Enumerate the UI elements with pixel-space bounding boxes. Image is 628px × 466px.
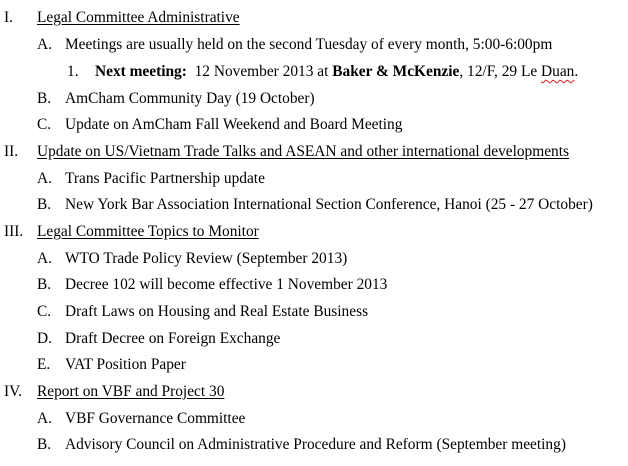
section-title: Legal Committee Topics to Monitor xyxy=(37,223,259,240)
next-meeting-colon: : xyxy=(181,63,187,80)
item-text: VAT Position Paper xyxy=(65,356,186,373)
item-letter: C. xyxy=(37,303,52,320)
section-numeral: IV. xyxy=(4,383,23,400)
next-meeting-address: , 12/F, 29 Le xyxy=(459,63,542,80)
item-letter: E. xyxy=(37,356,51,373)
item-text: AmCham Community Day (19 October) xyxy=(65,90,315,107)
item-letter: C. xyxy=(37,116,52,133)
item-letter: B. xyxy=(37,436,52,453)
next-meeting-label: Next meeting xyxy=(95,63,182,80)
section-title: Update on US/Vietnam Trade Talks and ASEAN and other international developments xyxy=(37,143,570,160)
section-title: Report on VBF and Project 30 xyxy=(37,383,225,400)
item-text: Trans Pacific Partnership update xyxy=(65,170,265,187)
section-numeral: II. xyxy=(4,143,19,160)
section-numeral: I. xyxy=(4,9,13,26)
next-meeting-street: Duan xyxy=(541,63,575,80)
item-letter: A. xyxy=(37,170,52,187)
item-letter: A. xyxy=(37,250,52,267)
item-text: Advisory Council on Administrative Procedure and Reform (September meeting) xyxy=(65,436,566,453)
item-text: Draft Laws on Housing and Real Estate Business xyxy=(65,303,369,320)
item-letter: D. xyxy=(37,330,52,347)
sub-item-text xyxy=(95,59,578,86)
item-letter: B. xyxy=(37,276,52,293)
section-numeral: III. xyxy=(4,223,24,240)
item-letter: A. xyxy=(37,410,52,427)
section-title: Legal Committee Administrative xyxy=(37,9,240,26)
item-text: Meetings are usually held on the second Tuesday of every month, 5:00-6:00pm xyxy=(65,36,553,53)
next-meeting-venue: Baker & McKenzie xyxy=(332,63,460,80)
item-letter: A. xyxy=(37,36,52,53)
item-letter: B. xyxy=(37,90,52,107)
next-meeting-address-end: . xyxy=(574,63,579,80)
item-text: Update on AmCham Fall Weekend and Board Meeting xyxy=(65,116,403,133)
item-text: Decree 102 will become effective 1 November 2013 xyxy=(65,276,388,293)
item-text: Draft Decree on Foreign Exchange xyxy=(65,330,281,347)
item-text: WTO Trade Policy Review (September 2013) xyxy=(65,250,348,267)
sub-item-number: 1. xyxy=(67,63,79,80)
item-text: VBF Governance Committee xyxy=(65,410,246,427)
next-meeting-date: 12 November 2013 at xyxy=(194,63,329,80)
item-letter: B. xyxy=(37,196,52,213)
item-text: New York Bar Association International Section Conference, Hanoi (25 - 27 October) xyxy=(65,196,593,213)
